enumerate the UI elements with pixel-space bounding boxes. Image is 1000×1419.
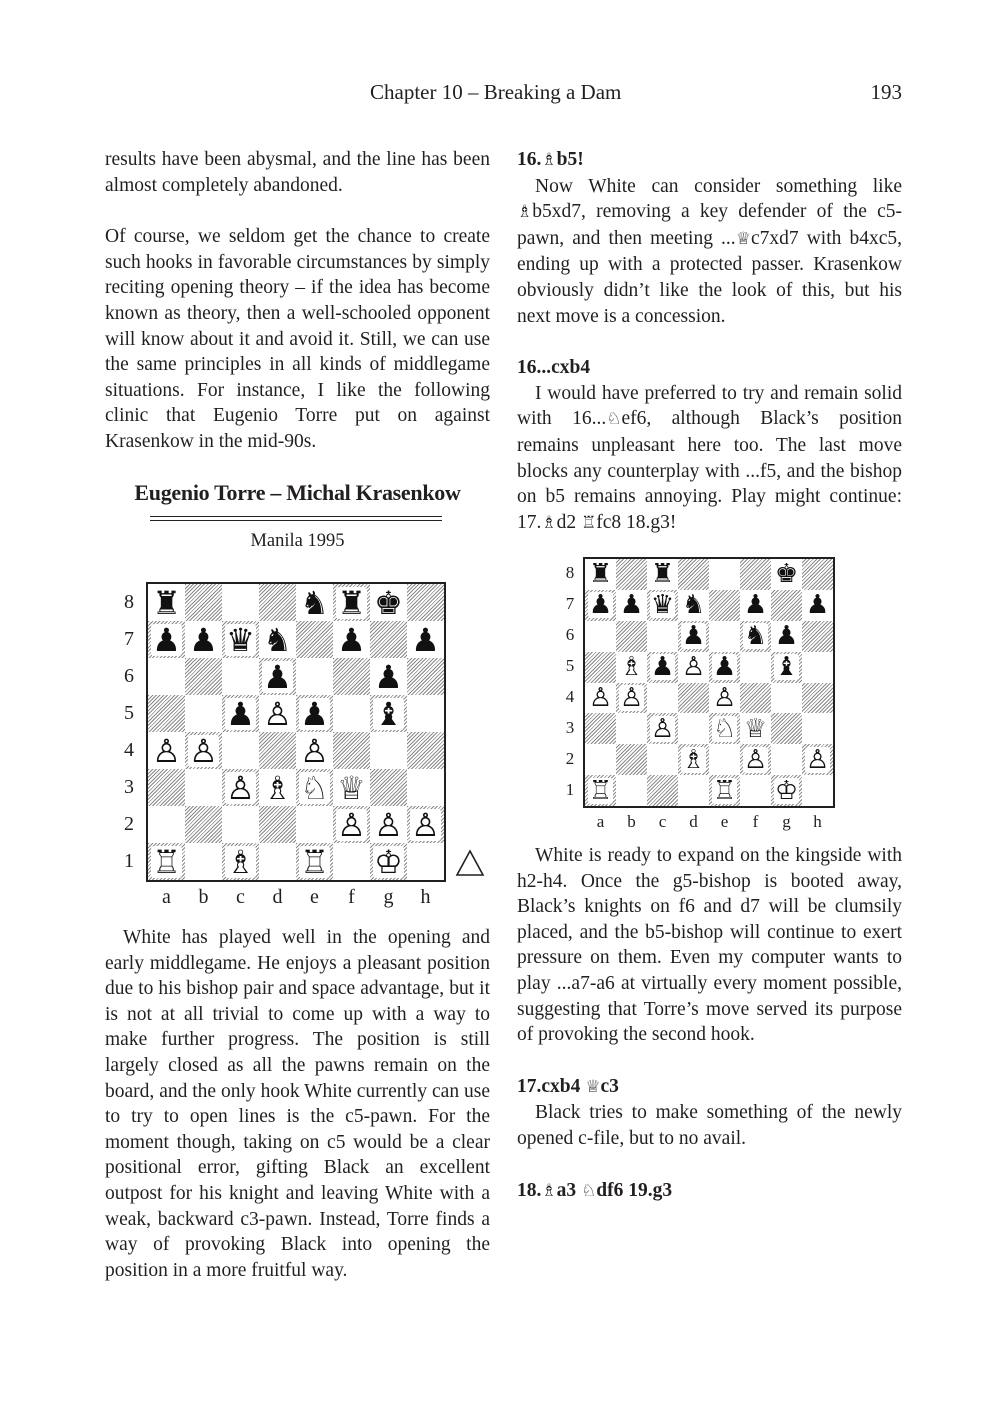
paragraph: I would have preferred to try and remain solid with 16...♘ef6, although Black’s position remains unpleasant here too. The last move blocks any counterplay with ...f5, and the bishop on b5 remains annoying. Play might continue: 17.♗d2 ♖fc8 18.g3!	[517, 382, 902, 533]
black-pawn-icon: ♟	[263, 657, 292, 696]
black-rook-icon: ♜	[588, 559, 613, 590]
black-pawn-icon: ♟	[743, 590, 768, 621]
black-pawn-icon: ♟	[226, 694, 255, 733]
rank-label: 7	[565, 593, 575, 613]
left-column	[105, 147, 490, 455]
square-d8	[259, 584, 296, 621]
white-pawn-icon: ♙	[300, 731, 329, 770]
square-a1	[585, 775, 616, 806]
square-d2	[678, 744, 709, 775]
white-rook-icon: ♖	[712, 775, 737, 806]
file-label: c	[658, 812, 667, 831]
square-b4	[185, 732, 222, 769]
square-g6	[370, 658, 407, 695]
square-f4	[333, 732, 370, 769]
square-c6	[647, 621, 678, 652]
rook-icon: ♖	[581, 512, 597, 533]
square-b4	[616, 683, 647, 714]
rank-label: 7	[124, 627, 134, 650]
white-pawn-icon: ♙	[411, 805, 440, 844]
square-b2	[185, 806, 222, 843]
square-e5	[709, 652, 740, 683]
white-pawn-icon: ♙	[681, 652, 706, 683]
black-king-icon: ♚	[374, 583, 403, 622]
paragraph: Black tries to make something of the newly opened c-file, but to no avail.	[517, 1102, 902, 1149]
square-b1	[185, 843, 222, 880]
rank-label: 1	[565, 779, 575, 799]
square-c1	[647, 775, 678, 806]
right-column-lower	[517, 843, 902, 1204]
square-h3	[407, 769, 444, 806]
white-pawn-icon: ♙	[712, 682, 737, 713]
black-bishop-icon: ♝	[374, 694, 403, 733]
square-b3	[185, 769, 222, 806]
file-label: a	[162, 886, 171, 908]
white-rook-icon: ♖	[588, 775, 613, 806]
square-d5	[259, 695, 296, 732]
black-bishop-icon: ♝	[774, 652, 799, 683]
black-knight-icon: ♞	[263, 620, 292, 659]
square-c3	[222, 769, 259, 806]
square-c1	[222, 843, 259, 880]
square-h8	[407, 584, 444, 621]
square-g8	[370, 584, 407, 621]
square-e3	[709, 713, 740, 744]
square-c5	[222, 695, 259, 732]
square-b7	[616, 590, 647, 621]
bishop-icon: ♗	[541, 1180, 557, 1201]
bishop-icon: ♗	[541, 150, 557, 170]
square-g1	[370, 843, 407, 880]
black-rook-icon: ♜	[337, 583, 366, 622]
square-c8	[222, 584, 259, 621]
file-label: a	[596, 812, 605, 831]
square-d3	[259, 769, 296, 806]
square-h4	[802, 683, 833, 714]
white-queen-icon: ♕	[743, 713, 768, 744]
file-label: f	[348, 886, 355, 908]
black-pawn-icon: ♟	[712, 652, 737, 683]
rank-label: 3	[565, 717, 575, 737]
rank-label: 4	[124, 738, 134, 761]
square-b2	[616, 744, 647, 775]
square-f2	[740, 744, 771, 775]
square-f2	[333, 806, 370, 843]
square-g8	[771, 559, 802, 590]
white-pawn-icon: ♙	[189, 731, 218, 770]
rank-label: 8	[124, 590, 134, 613]
square-d8	[678, 559, 709, 590]
square-f4	[740, 683, 771, 714]
square-a8	[585, 559, 616, 590]
title-rule	[150, 520, 442, 521]
square-g2	[370, 806, 407, 843]
square-a6	[585, 621, 616, 652]
file-label: b	[198, 886, 209, 908]
square-e8	[709, 559, 740, 590]
white-rook-icon: ♖	[152, 842, 181, 881]
square-b8	[185, 584, 222, 621]
square-a3	[148, 769, 185, 806]
black-knight-icon: ♞	[681, 590, 706, 621]
square-h1	[407, 843, 444, 880]
white-pawn-icon: ♙	[152, 731, 181, 770]
square-a5	[585, 652, 616, 683]
white-knight-icon: ♘	[712, 713, 737, 744]
rank-label: 3	[124, 775, 134, 798]
square-b5	[616, 652, 647, 683]
black-pawn-icon: ♟	[588, 590, 613, 621]
square-f6	[740, 621, 771, 652]
rank-label: 8	[565, 562, 575, 582]
square-e7	[709, 590, 740, 621]
square-e2	[296, 806, 333, 843]
square-e6	[709, 621, 740, 652]
white-queen-icon: ♕	[337, 768, 366, 807]
square-c7	[647, 590, 678, 621]
black-rook-icon: ♜	[650, 559, 675, 590]
queen-icon: ♕	[735, 228, 751, 249]
square-b5	[185, 695, 222, 732]
white-bishop-icon: ♗	[226, 842, 255, 881]
square-f8	[740, 559, 771, 590]
square-d2	[259, 806, 296, 843]
square-a8	[148, 584, 185, 621]
file-label: g	[782, 812, 791, 831]
square-e5	[296, 695, 333, 732]
black-pawn-icon: ♟	[152, 620, 181, 659]
square-f1	[333, 843, 370, 880]
square-h2	[802, 744, 833, 775]
square-e7	[296, 621, 333, 658]
black-queen-icon: ♛	[226, 620, 255, 659]
square-e2	[709, 744, 740, 775]
square-b8	[616, 559, 647, 590]
square-b6	[616, 621, 647, 652]
white-rook-icon: ♖	[300, 842, 329, 881]
square-e1	[709, 775, 740, 806]
rank-label: 5	[124, 701, 134, 724]
move-heading: 16.♗b5!	[517, 149, 584, 170]
square-g3	[370, 769, 407, 806]
square-c5	[647, 652, 678, 683]
square-a4	[585, 683, 616, 714]
white-to-move-icon	[455, 849, 485, 877]
rank-label: 6	[565, 624, 575, 644]
square-c2	[647, 744, 678, 775]
square-e8	[296, 584, 333, 621]
white-pawn-icon: ♙	[650, 713, 675, 744]
left-column-lower	[105, 925, 490, 1283]
rank-label: 2	[565, 748, 575, 768]
black-pawn-icon: ♟	[805, 590, 830, 621]
square-f3	[333, 769, 370, 806]
square-h2	[407, 806, 444, 843]
square-c3	[647, 713, 678, 744]
paragraph: Now White can consider something like ♗b5xd7, removing a key defender of the c5-pawn, and then meeting ...♕c7xd7 with b4xc5, ending up with a protected passer. Krasenkow obviously didn’t like the look of this, but his next move is a concession.	[517, 175, 902, 327]
file-label: g	[383, 886, 394, 908]
white-pawn-icon: ♙	[226, 768, 255, 807]
file-label: f	[752, 812, 759, 831]
bishop-icon: ♗	[517, 202, 533, 223]
square-f3	[740, 713, 771, 744]
square-g5	[370, 695, 407, 732]
square-d1	[678, 775, 709, 806]
square-d3	[678, 713, 709, 744]
move-heading: 16...cxb4	[517, 357, 591, 379]
square-f8	[333, 584, 370, 621]
file-label: h	[813, 812, 822, 831]
paragraph: White is ready to expand on the kingside with h2-h4. Once the g5-bishop is booted away, Black’s knights on f6 and d7 will be clumsily placed, and the b5-bishop will continue to exert pressure on them. Even my computer wants to play ...a7-a6 at virtually every moment possible, suggesting that Torre’s move served its purpose of provoking the second hook.	[517, 845, 902, 1046]
square-f1	[740, 775, 771, 806]
black-pawn-icon: ♟	[774, 621, 799, 652]
square-d1	[259, 843, 296, 880]
white-pawn-icon: ♙	[337, 805, 366, 844]
square-g4	[370, 732, 407, 769]
page-number: 193	[870, 80, 902, 104]
game-place: Manila 1995	[250, 531, 345, 551]
file-label: h	[420, 886, 431, 908]
white-pawn-icon: ♙	[374, 805, 403, 844]
square-g5	[771, 652, 802, 683]
square-c6	[222, 658, 259, 695]
square-e6	[296, 658, 333, 695]
move-heading: 18.♗a3 ♘df6 19.g3	[517, 1179, 673, 1201]
black-pawn-icon: ♟	[374, 657, 403, 696]
square-a6	[148, 658, 185, 695]
square-d4	[678, 683, 709, 714]
white-pawn-icon: ♙	[263, 694, 292, 733]
bishop-icon: ♗	[541, 512, 557, 533]
black-queen-icon: ♛	[650, 590, 675, 621]
square-g7	[370, 621, 407, 658]
square-g1	[771, 775, 802, 806]
black-pawn-icon: ♟	[681, 621, 706, 652]
title-rule	[150, 516, 442, 517]
square-a5	[148, 695, 185, 732]
black-rook-icon: ♜	[152, 583, 181, 622]
square-h7	[802, 590, 833, 621]
square-c7	[222, 621, 259, 658]
move-heading: 17.cxb4 ♕c3	[517, 1075, 619, 1097]
square-c4	[222, 732, 259, 769]
square-f5	[333, 695, 370, 732]
square-c2	[222, 806, 259, 843]
square-h6	[802, 621, 833, 652]
right-column	[517, 147, 902, 536]
square-d7	[259, 621, 296, 658]
white-bishop-icon: ♗	[681, 744, 706, 775]
square-f6	[333, 658, 370, 695]
black-pawn-icon: ♟	[189, 620, 218, 659]
chess-diagram-1	[146, 582, 446, 882]
square-h5	[407, 695, 444, 732]
square-h1	[802, 775, 833, 806]
square-e4	[709, 683, 740, 714]
square-f7	[740, 590, 771, 621]
square-a4	[148, 732, 185, 769]
paragraph: Of course, we seldom get the chance to create such hooks in favorable circumstances by simply reciting opening theory – if the idea has become known as theory, then a well-schooled opponent will know about it and avoid it. Still, we can use the same principles in all kinds of middlegame situations. For instance, I like the following clinic that Eugenio Torre put on against Krasenkow in the mid-90s.	[105, 226, 490, 452]
white-pawn-icon: ♙	[743, 744, 768, 775]
square-b7	[185, 621, 222, 658]
white-pawn-icon: ♙	[588, 682, 613, 713]
square-g7	[771, 590, 802, 621]
file-label: e	[720, 812, 729, 831]
game-title: Eugenio Torre – Michal Krasenkow	[134, 480, 461, 505]
square-g4	[771, 683, 802, 714]
chess-diagram-2	[583, 557, 835, 808]
square-d6	[678, 621, 709, 652]
square-c4	[647, 683, 678, 714]
square-f7	[333, 621, 370, 658]
knight-icon: ♘	[581, 1180, 597, 1201]
square-a2	[585, 744, 616, 775]
square-h7	[407, 621, 444, 658]
black-knight-icon: ♞	[300, 583, 329, 622]
black-knight-icon: ♞	[743, 621, 768, 652]
square-h5	[802, 652, 833, 683]
knight-icon: ♘	[606, 409, 622, 430]
white-bishop-icon: ♗	[619, 652, 644, 683]
black-pawn-icon: ♟	[650, 652, 675, 683]
white-bishop-icon: ♗	[263, 768, 292, 807]
file-label: b	[627, 812, 636, 831]
square-a7	[148, 621, 185, 658]
square-a7	[585, 590, 616, 621]
file-label: e	[310, 886, 319, 908]
paragraph: White has played well in the opening and early middlegame. He enjoys a pleasant position due to his bishop pair and space advantage, but it is not at all trivial to come up with a way to make further progress. The position is still largely closed as all the pawns remain on the board, and the only hook White currently can use to try to open lines is the c5-pawn. For the moment though, taking on c5 would be a clear positional error, gifting Black an excellent outpost for his knight and leaving White with a weak, backward c3-pawn. Instead, Torre finds a way of provoking Black into opening the position in a more fruitful way.	[105, 927, 490, 1281]
square-g6	[771, 621, 802, 652]
black-pawn-icon: ♟	[300, 694, 329, 733]
square-e3	[296, 769, 333, 806]
white-pawn-icon: ♙	[805, 744, 830, 775]
black-king-icon: ♚	[774, 559, 799, 590]
white-king-icon: ♔	[374, 842, 403, 881]
square-c8	[647, 559, 678, 590]
rank-label: 5	[565, 655, 575, 675]
file-label: d	[689, 812, 698, 831]
file-label: c	[236, 886, 245, 908]
square-h8	[802, 559, 833, 590]
file-label: d	[272, 886, 283, 908]
square-f5	[740, 652, 771, 683]
square-d4	[259, 732, 296, 769]
square-e1	[296, 843, 333, 880]
square-d5	[678, 652, 709, 683]
running-head: Chapter 10 – Breaking a Dam	[370, 80, 622, 104]
square-g3	[771, 713, 802, 744]
white-king-icon: ♔	[774, 775, 799, 806]
square-a2	[148, 806, 185, 843]
square-h3	[802, 713, 833, 744]
square-g2	[771, 744, 802, 775]
square-b1	[616, 775, 647, 806]
black-pawn-icon: ♟	[337, 620, 366, 659]
rank-label: 1	[124, 849, 134, 872]
square-a3	[585, 713, 616, 744]
paragraph: results have been abysmal, and the line has been almost completely abandoned.	[105, 149, 490, 196]
black-pawn-icon: ♟	[619, 590, 644, 621]
rank-label: 4	[565, 686, 575, 706]
square-b6	[185, 658, 222, 695]
square-h4	[407, 732, 444, 769]
black-pawn-icon: ♟	[411, 620, 440, 659]
white-knight-icon: ♘	[300, 768, 329, 807]
queen-icon: ♕	[585, 1076, 601, 1097]
white-pawn-icon: ♙	[619, 682, 644, 713]
rank-label: 6	[124, 664, 134, 687]
square-e4	[296, 732, 333, 769]
square-d6	[259, 658, 296, 695]
rank-label: 2	[124, 812, 134, 835]
square-a1	[148, 843, 185, 880]
square-h6	[407, 658, 444, 695]
square-d7	[678, 590, 709, 621]
square-b3	[616, 713, 647, 744]
